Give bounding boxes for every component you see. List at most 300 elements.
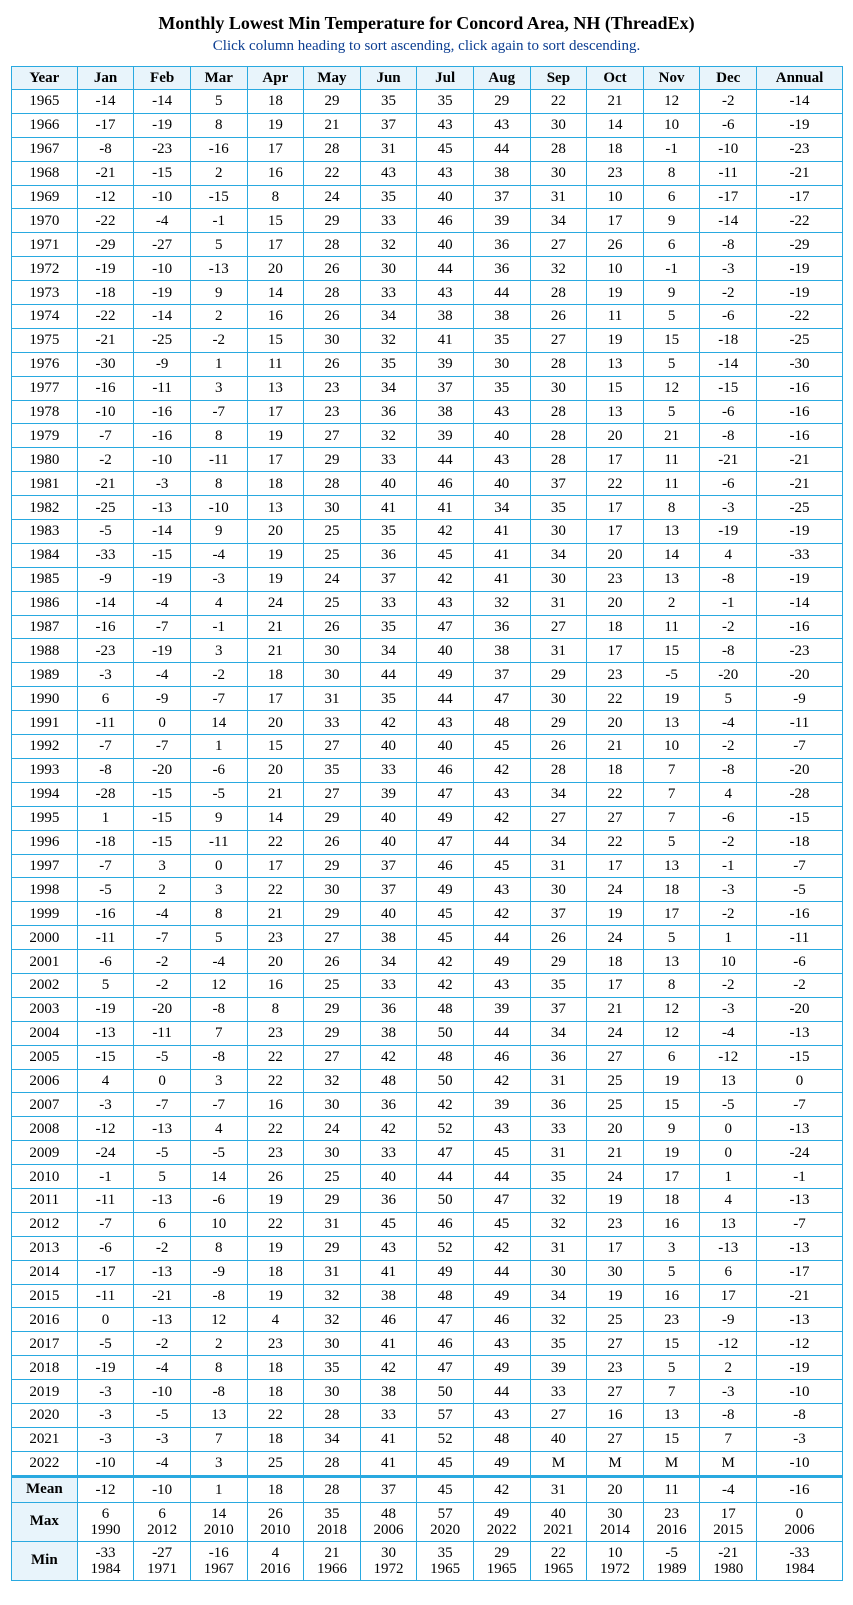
temperature-cell: 43 xyxy=(473,1403,530,1427)
min-value: -21 xyxy=(718,1544,739,1561)
temperature-cell: 21 xyxy=(587,997,644,1021)
max-cell xyxy=(700,1502,757,1541)
temperature-cell: 46 xyxy=(417,854,474,878)
temperature-cell: 44 xyxy=(473,830,530,854)
temperature-cell: 8 xyxy=(247,997,304,1021)
temperature-cell: 20 xyxy=(587,424,644,448)
temperature-cell: 43 xyxy=(473,782,530,806)
temperature-cell: 57 xyxy=(417,1403,474,1427)
temperature-cell: -3 xyxy=(134,472,191,496)
year-cell: 1997 xyxy=(12,854,78,878)
temperature-cell: -13 xyxy=(757,1236,843,1260)
table-row xyxy=(12,543,843,567)
temperature-cell: 40 xyxy=(473,424,530,448)
temperature-cell: 16 xyxy=(643,1212,700,1236)
temperature-cell: 31 xyxy=(530,1069,587,1093)
temperature-cell: 24 xyxy=(587,878,644,902)
temperature-cell: -14 xyxy=(134,520,191,544)
temperature-cell: 21 xyxy=(247,782,304,806)
temperature-cell: 22 xyxy=(247,1045,304,1069)
temperature-cell: 33 xyxy=(360,758,417,782)
temperature-cell: -14 xyxy=(77,90,134,114)
table-body xyxy=(12,90,843,1477)
temperature-cell: 23 xyxy=(247,1332,304,1356)
temperature-cell: 30 xyxy=(304,663,361,687)
temperature-cell: -20 xyxy=(134,758,191,782)
temperature-cell: 3 xyxy=(190,1451,247,1476)
column-header-oct[interactable]: Oct xyxy=(587,67,644,90)
temperature-cell: 18 xyxy=(247,472,304,496)
temperature-cell: 22 xyxy=(587,472,644,496)
temperature-cell: -9 xyxy=(77,567,134,591)
temperature-cell: -11 xyxy=(134,1021,191,1045)
temperature-cell: 24 xyxy=(304,567,361,591)
year-cell: 1989 xyxy=(12,663,78,687)
temperature-cell: 44 xyxy=(473,1260,530,1284)
temperature-cell: -2 xyxy=(77,448,134,472)
temperature-cell: 7 xyxy=(643,1380,700,1404)
temperature-cell: -13 xyxy=(134,1188,191,1212)
column-header-year[interactable]: Year xyxy=(12,67,78,90)
temperature-cell: -21 xyxy=(757,161,843,185)
temperature-cell: 21 xyxy=(587,1141,644,1165)
temperature-cell: 21 xyxy=(587,90,644,114)
min-year: 1965 xyxy=(430,1560,461,1577)
temperature-cell: -2 xyxy=(700,902,757,926)
temperature-cell: 38 xyxy=(473,639,530,663)
temperature-cell: 34 xyxy=(530,1284,587,1308)
temperature-cell: 24 xyxy=(587,926,644,950)
temperature-cell: 37 xyxy=(360,854,417,878)
temperature-cell: 41 xyxy=(473,567,530,591)
temperature-cell: 37 xyxy=(473,663,530,687)
temperature-cell: 35 xyxy=(360,520,417,544)
table-row xyxy=(12,902,843,926)
temperature-cell: 31 xyxy=(304,687,361,711)
temperature-cell: 26 xyxy=(304,615,361,639)
temperature-cell: 47 xyxy=(417,1356,474,1380)
temperature-cell: 20 xyxy=(587,543,644,567)
temperature-cell: -13 xyxy=(700,1236,757,1260)
temperature-cell: -16 xyxy=(134,424,191,448)
temperature-cell: -4 xyxy=(190,950,247,974)
temperature-cell: -21 xyxy=(77,328,134,352)
table-row xyxy=(12,1380,843,1404)
column-header-jul[interactable]: Jul xyxy=(417,67,474,90)
temperature-cell: -5 xyxy=(134,1045,191,1069)
min-row xyxy=(12,1541,843,1580)
table-row xyxy=(12,1236,843,1260)
temperature-cell: 27 xyxy=(304,735,361,759)
min-cell xyxy=(530,1541,587,1580)
temperature-cell: -7 xyxy=(134,615,191,639)
max-cell xyxy=(587,1502,644,1541)
year-cell: 1994 xyxy=(12,782,78,806)
temperature-cell: 4 xyxy=(700,1188,757,1212)
temperature-cell: 16 xyxy=(247,161,304,185)
temperature-cell: -17 xyxy=(77,113,134,137)
temperature-cell: 36 xyxy=(360,1188,417,1212)
temperature-cell: -2 xyxy=(700,973,757,997)
temperature-cell: -11 xyxy=(700,161,757,185)
temperature-cell: 19 xyxy=(587,902,644,926)
column-header-nov[interactable]: Nov xyxy=(643,67,700,90)
mean-cell: 45 xyxy=(417,1476,474,1502)
year-cell: 2006 xyxy=(12,1069,78,1093)
temperature-cell: 11 xyxy=(587,305,644,329)
temperature-cell: 49 xyxy=(417,806,474,830)
temperature-cell: -8 xyxy=(700,639,757,663)
temperature-cell: 0 xyxy=(757,1069,843,1093)
temperature-cell: -25 xyxy=(757,328,843,352)
temperature-cell: 30 xyxy=(530,161,587,185)
max-value: 40 xyxy=(550,1505,566,1522)
temperature-cell: -4 xyxy=(134,1451,191,1476)
temperature-cell: 17 xyxy=(247,233,304,257)
temperature-cell: 11 xyxy=(643,472,700,496)
temperature-cell: -2 xyxy=(700,281,757,305)
temperature-cell: -7 xyxy=(77,1212,134,1236)
column-header-may[interactable]: May xyxy=(304,67,361,90)
temperature-cell: 30 xyxy=(304,1380,361,1404)
temperature-cell: 30 xyxy=(473,352,530,376)
temperature-cell: -3 xyxy=(77,1427,134,1451)
temperature-cell: -1 xyxy=(643,257,700,281)
table-summary xyxy=(12,1476,843,1580)
year-cell: 2002 xyxy=(12,973,78,997)
min-year: 2016 xyxy=(260,1560,291,1577)
temperature-cell: 18 xyxy=(643,878,700,902)
temperature-cell: 16 xyxy=(643,1284,700,1308)
year-cell: 2008 xyxy=(12,1117,78,1141)
temperature-cell: -8 xyxy=(700,424,757,448)
temperature-cell: -6 xyxy=(190,758,247,782)
mean-row xyxy=(12,1476,843,1502)
year-cell: 1978 xyxy=(12,400,78,424)
min-cell xyxy=(304,1541,361,1580)
temperature-cell: 17 xyxy=(247,448,304,472)
temperature-cell: -30 xyxy=(757,352,843,376)
table-row xyxy=(12,639,843,663)
temperature-cell: -25 xyxy=(757,496,843,520)
temperature-cell: -21 xyxy=(757,448,843,472)
temperature-cell: 7 xyxy=(700,1427,757,1451)
temperature-cell: -3 xyxy=(700,1380,757,1404)
temperature-cell: 8 xyxy=(190,424,247,448)
mean-cell: -4 xyxy=(700,1476,757,1502)
temperature-cell: 45 xyxy=(417,543,474,567)
temperature-cell: 13 xyxy=(587,400,644,424)
temperature-cell: 38 xyxy=(473,161,530,185)
temperature-cell: 35 xyxy=(530,1332,587,1356)
temperature-cell: 25 xyxy=(247,1451,304,1476)
temperature-cell: -2 xyxy=(134,1332,191,1356)
column-header-sep[interactable]: Sep xyxy=(530,67,587,90)
column-header-dec[interactable]: Dec xyxy=(700,67,757,90)
temperature-cell: 8 xyxy=(643,496,700,520)
temperature-cell: -19 xyxy=(77,997,134,1021)
temperature-cell: M xyxy=(700,1451,757,1476)
temperature-cell: 27 xyxy=(587,1045,644,1069)
temperature-cell: 28 xyxy=(530,424,587,448)
temperature-cell: -4 xyxy=(134,591,191,615)
temperature-cell: 7 xyxy=(643,758,700,782)
year-cell: 1967 xyxy=(12,137,78,161)
temperature-cell: -7 xyxy=(757,1093,843,1117)
temperature-cell: -16 xyxy=(134,400,191,424)
temperature-cell: -13 xyxy=(190,257,247,281)
temperature-cell: 31 xyxy=(530,591,587,615)
temperature-cell: 22 xyxy=(247,1403,304,1427)
max-row xyxy=(12,1502,843,1541)
max-value: 49 xyxy=(494,1505,510,1522)
temperature-cell: -10 xyxy=(134,1380,191,1404)
temperature-cell: -7 xyxy=(757,735,843,759)
temperature-cell: 29 xyxy=(304,806,361,830)
table-row xyxy=(12,1212,843,1236)
temperature-cell: 10 xyxy=(587,185,644,209)
temperature-cell: 45 xyxy=(360,1212,417,1236)
temperature-cell: -15 xyxy=(134,830,191,854)
temperature-cell: 23 xyxy=(587,663,644,687)
temperature-cell: 27 xyxy=(304,926,361,950)
temperature-cell: -8 xyxy=(700,1403,757,1427)
temperature-cell: -14 xyxy=(134,90,191,114)
temperature-cell: 35 xyxy=(473,328,530,352)
temperature-cell: -21 xyxy=(134,1284,191,1308)
temperature-cell: 3 xyxy=(643,1236,700,1260)
temperature-cell: -6 xyxy=(700,305,757,329)
temperature-cell: 19 xyxy=(247,1284,304,1308)
temperature-cell: -17 xyxy=(757,185,843,209)
temperature-cell: 1 xyxy=(77,806,134,830)
temperature-cell: -7 xyxy=(757,854,843,878)
temperature-cell: -5 xyxy=(134,1141,191,1165)
temperature-cell: 44 xyxy=(417,687,474,711)
temperature-cell: 33 xyxy=(530,1380,587,1404)
table-row xyxy=(12,496,843,520)
temperature-cell: -21 xyxy=(700,448,757,472)
temperature-cell: 31 xyxy=(530,854,587,878)
year-cell: 1979 xyxy=(12,424,78,448)
column-header-aug[interactable]: Aug xyxy=(473,67,530,90)
temperature-cell: -6 xyxy=(700,472,757,496)
temperature-cell: 37 xyxy=(530,472,587,496)
temperature-cell: -13 xyxy=(134,1308,191,1332)
temperature-cell: 37 xyxy=(473,185,530,209)
column-header-feb[interactable]: Feb xyxy=(134,67,191,90)
temperature-cell: 26 xyxy=(530,926,587,950)
temperature-cell: 37 xyxy=(530,997,587,1021)
temperature-cell: -3 xyxy=(700,496,757,520)
temperature-cell: 15 xyxy=(587,376,644,400)
max-value: 30 xyxy=(607,1505,623,1522)
year-cell: 1965 xyxy=(12,90,78,114)
temperature-cell: 42 xyxy=(360,1356,417,1380)
temperature-cell: -11 xyxy=(757,711,843,735)
temperature-cell: 28 xyxy=(530,758,587,782)
temperature-cell: 0 xyxy=(700,1141,757,1165)
year-cell: 1968 xyxy=(12,161,78,185)
temperature-cell: -13 xyxy=(757,1117,843,1141)
max-cell xyxy=(134,1502,191,1541)
temperature-cell: 20 xyxy=(247,758,304,782)
temperature-cell: 21 xyxy=(247,902,304,926)
table-row xyxy=(12,209,843,233)
temperature-cell: -10 xyxy=(134,448,191,472)
temperature-cell: -7 xyxy=(757,1212,843,1236)
temperature-cell: -10 xyxy=(134,185,191,209)
temperature-cell: -3 xyxy=(757,1427,843,1451)
column-header-jan[interactable]: Jan xyxy=(77,67,134,90)
year-cell: 1992 xyxy=(12,735,78,759)
temperature-cell: 30 xyxy=(587,1260,644,1284)
temperature-cell: -13 xyxy=(757,1308,843,1332)
temperature-cell: 35 xyxy=(530,496,587,520)
temperature-cell: 43 xyxy=(473,973,530,997)
year-cell: 2014 xyxy=(12,1260,78,1284)
temperature-cell: 31 xyxy=(304,1212,361,1236)
column-header-apr[interactable]: Apr xyxy=(247,67,304,90)
temperature-cell: 10 xyxy=(643,735,700,759)
temperature-cell: 17 xyxy=(587,520,644,544)
temperature-cell: 40 xyxy=(360,1165,417,1189)
temperature-cell: 38 xyxy=(360,1021,417,1045)
temperature-cell: -23 xyxy=(757,137,843,161)
year-cell: 2021 xyxy=(12,1427,78,1451)
max-cell xyxy=(360,1502,417,1541)
temperature-cell: -4 xyxy=(190,543,247,567)
max-value: 6 xyxy=(158,1505,166,1522)
min-value: 29 xyxy=(494,1544,510,1561)
temperature-cell: 14 xyxy=(587,113,644,137)
max-cell xyxy=(757,1502,843,1541)
temperature-cell: 13 xyxy=(643,854,700,878)
temperature-cell: -18 xyxy=(77,281,134,305)
temperature-cell: -1 xyxy=(700,591,757,615)
temperature-cell: 36 xyxy=(360,997,417,1021)
temperature-cell: 1 xyxy=(700,926,757,950)
temperature-cell: 17 xyxy=(247,137,304,161)
temperature-cell: -15 xyxy=(134,806,191,830)
temperature-cell: -16 xyxy=(757,615,843,639)
temperature-cell: 39 xyxy=(473,1093,530,1117)
table-row xyxy=(12,1427,843,1451)
temperature-cell: 34 xyxy=(473,496,530,520)
temperature-cell: 29 xyxy=(530,950,587,974)
table-row xyxy=(12,161,843,185)
min-value: 10 xyxy=(607,1544,623,1561)
temperature-cell: 46 xyxy=(473,1045,530,1069)
temperature-cell: 43 xyxy=(417,281,474,305)
temperature-cell: 33 xyxy=(360,1141,417,1165)
temperature-cell: -15 xyxy=(134,543,191,567)
temperature-cell: 25 xyxy=(587,1308,644,1332)
temperature-cell: 19 xyxy=(643,1141,700,1165)
temperature-cell: 31 xyxy=(530,1141,587,1165)
max-value: 35 xyxy=(324,1505,340,1522)
mean-cell: 1 xyxy=(190,1476,247,1502)
column-header-jun[interactable]: Jun xyxy=(360,67,417,90)
year-cell: 1976 xyxy=(12,352,78,376)
temperature-cell: 22 xyxy=(304,161,361,185)
year-cell: 1995 xyxy=(12,806,78,830)
temperature-cell: -20 xyxy=(134,997,191,1021)
temperature-cell: 25 xyxy=(304,591,361,615)
temperature-cell: 18 xyxy=(247,1380,304,1404)
temperature-cell: -2 xyxy=(700,830,757,854)
temperature-cell: -15 xyxy=(134,161,191,185)
temperature-cell: -14 xyxy=(757,90,843,114)
temperature-cell: 42 xyxy=(417,1093,474,1117)
temperature-cell: 9 xyxy=(643,209,700,233)
year-cell: 1970 xyxy=(12,209,78,233)
temperature-cell: 18 xyxy=(247,1356,304,1380)
temperature-cell: 30 xyxy=(530,687,587,711)
temperature-cell: 35 xyxy=(360,90,417,114)
temperature-cell: 18 xyxy=(587,758,644,782)
temperature-cell: -5 xyxy=(77,1332,134,1356)
temperature-cell: 17 xyxy=(587,496,644,520)
temperature-cell: 26 xyxy=(304,950,361,974)
temperature-cell: 18 xyxy=(247,90,304,114)
table-row xyxy=(12,400,843,424)
temperature-cell: 29 xyxy=(304,90,361,114)
temperature-cell: -19 xyxy=(134,639,191,663)
temperature-cell: 30 xyxy=(530,567,587,591)
temperature-cell: 38 xyxy=(360,926,417,950)
temperature-cell: 42 xyxy=(417,520,474,544)
temperature-cell: 29 xyxy=(304,1236,361,1260)
max-year: 2016 xyxy=(656,1521,687,1538)
max-year: 1990 xyxy=(90,1521,121,1538)
min-year: 1966 xyxy=(316,1560,347,1577)
temperature-cell: 49 xyxy=(473,950,530,974)
temperature-cell: 21 xyxy=(247,639,304,663)
temperature-cell: -3 xyxy=(77,1380,134,1404)
temperature-cell: -7 xyxy=(77,854,134,878)
table-row xyxy=(12,1260,843,1284)
temperature-cell: 19 xyxy=(587,1188,644,1212)
temperature-cell: -20 xyxy=(757,758,843,782)
temperature-cell: 2 xyxy=(190,161,247,185)
mean-cell: 37 xyxy=(360,1476,417,1502)
temperature-cell: 49 xyxy=(473,1284,530,1308)
temperature-cell: -3 xyxy=(700,878,757,902)
year-cell: 1999 xyxy=(12,902,78,926)
column-header-mar[interactable]: Mar xyxy=(190,67,247,90)
temperature-cell: 5 xyxy=(643,926,700,950)
temperature-cell: 30 xyxy=(530,1260,587,1284)
temperature-cell: -6 xyxy=(757,950,843,974)
temperature-cell: -4 xyxy=(134,663,191,687)
temperature-cell: -11 xyxy=(190,448,247,472)
temperature-cell: -19 xyxy=(77,1356,134,1380)
temperature-cell: 39 xyxy=(417,352,474,376)
year-cell: 2005 xyxy=(12,1045,78,1069)
table-row xyxy=(12,472,843,496)
temperature-cell: 13 xyxy=(643,567,700,591)
temperature-cell: 48 xyxy=(417,1045,474,1069)
temperature-cell: -11 xyxy=(134,376,191,400)
temperature-cell: -8 xyxy=(190,1284,247,1308)
year-cell: 1980 xyxy=(12,448,78,472)
temperature-cell: 37 xyxy=(417,376,474,400)
max-value: 17 xyxy=(720,1505,736,1522)
column-header-annual[interactable]: Annual xyxy=(757,67,843,90)
temperature-cell: 50 xyxy=(417,1380,474,1404)
temperature-cell: 23 xyxy=(247,1021,304,1045)
